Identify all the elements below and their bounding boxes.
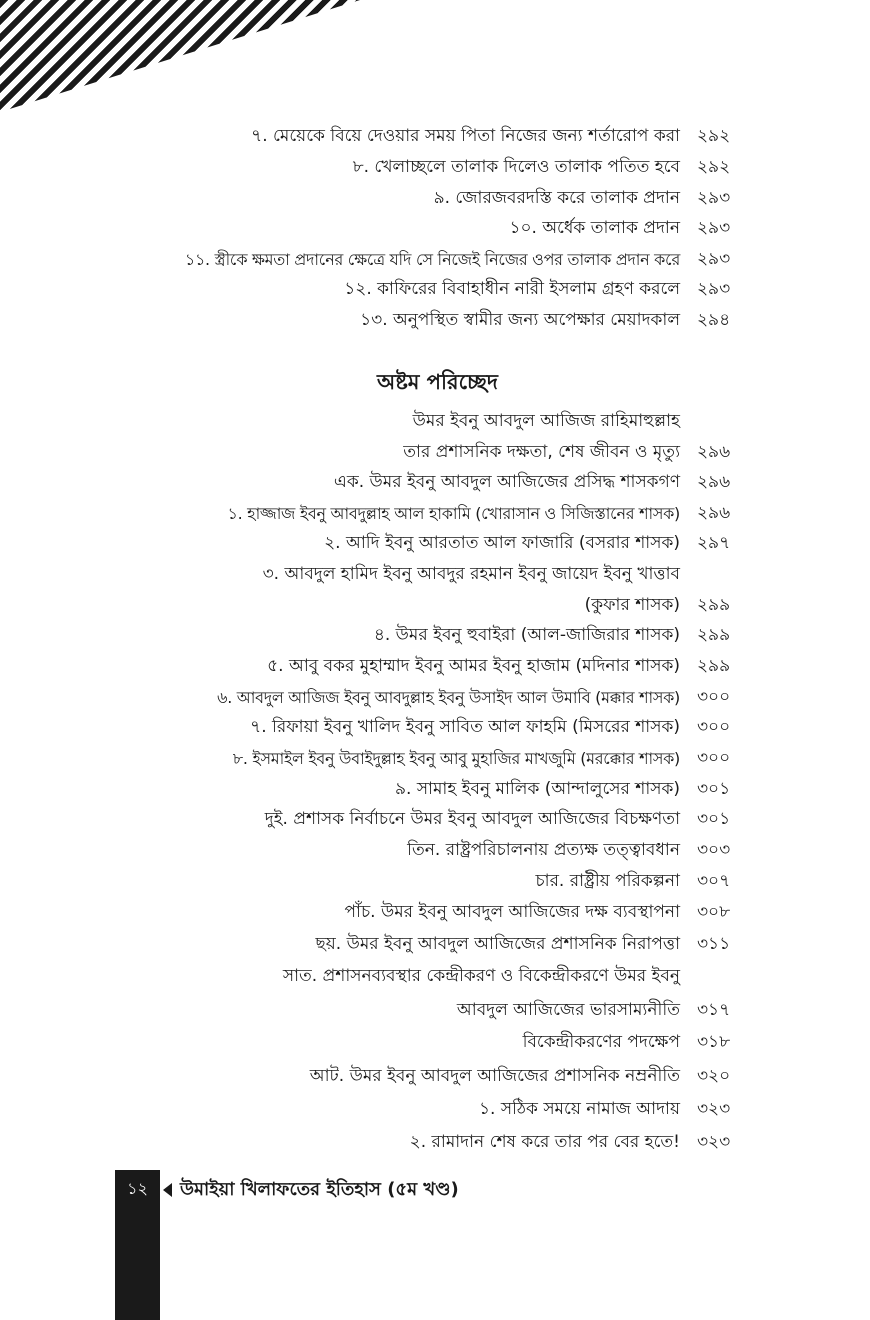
toc-page-number: ৩১৭ [697,1000,731,1020]
toc-entry[interactable]: ১১. স্ত্রীকে ক্ষমতা প্রদানের ক্ষেত্রে যদি সে নিজেই নিজের ওপর তালাক প্রদান করে [184,249,680,269]
toc-entry[interactable]: উমর ইবনু আবদুল আজিজ রাহিমাহুল্লাহ [412,411,680,431]
toc-entry[interactable]: ১২. কাফিরের বিবাহাধীন নারী ইসলাম গ্রহণ করলে [344,279,680,299]
toc-entry[interactable]: ২. আদি ইবনু আরতাত আল ফাজারি (বসরার শাসক) [324,533,680,553]
toc-page-number: ২৯৬ [697,503,731,523]
toc-page-number: ২৯৩ [697,188,731,208]
toc-entry[interactable]: চার. রাষ্ট্রীয় পরিকল্পনা [535,871,680,891]
toc-entry[interactable]: ৮. ইসমাইল ইবনু উবাইদুল্লাহ ইবনু আবু মুহাজির মাখজুমি (মরক্কোর শাসক) [232,748,680,768]
toc-entry[interactable]: এক. উমর ইবনু আবদুল আজিজের প্রসিদ্ধ শাসকগণ [333,472,680,492]
toc-entry[interactable]: ৬. আবদুল আজিজ ইবনু আবদুল্লাহ ইবনু উসাইদ আল উমাবি (মক্কার শাসক) [217,687,680,707]
toc-page-number: ২৯৯ [697,656,731,676]
toc-page-number: ৩০০ [697,717,731,737]
toc-page-number: ৩০১ [697,809,731,829]
toc-entry[interactable]: ৭. মেয়েকে বিয়ে দেওয়ার সময় পিতা নিজের জন্য শর্তারোপ করা [251,126,680,146]
toc-page-number: ২৯৩ [697,218,731,238]
toc-entry[interactable]: ৮. খেলাচ্ছলে তালাক দিলেও তালাক পতিত হবে [352,157,680,177]
book-title: উমাইয়া খিলাফতের ইতিহাস (৫ম খণ্ড) [180,1178,459,1200]
toc-entry[interactable]: পাঁচ. উমর ইবনু আবদুল আজিজের দক্ষ ব্যবস্থাপনা [344,902,680,922]
toc-page-number: ২৯৪ [697,310,731,330]
toc-page-number: ২৯৯ [697,625,731,645]
toc-page-number: ৩০০ [697,687,731,707]
toc-page-number: ৩২৩ [697,1132,731,1152]
toc-entry[interactable]: ছয়. উমর ইবনু আবদুল আজিজের প্রশাসনিক নিরাপত্তা [315,934,680,954]
toc-page-number: ২৯৯ [697,595,731,615]
toc-entry[interactable]: ১. সঠিক সময়ে নামাজ আদায় [479,1099,680,1119]
toc-entry[interactable]: ১৩. অনুপস্থিত স্বামীর জন্য অপেক্ষার মেয়াদকাল [360,310,680,330]
footer-page-number: ১২ [127,1178,148,1198]
toc-entry[interactable]: ৩. আবদুল হামিদ ইবনু আবদুর রহমান ইবনু জায়েদ ইবনু খাত্তাব [262,564,680,584]
toc-entry[interactable]: ১. হাজ্জাজ ইবনু আবদুল্লাহ আল হাকামি (খোরাসান ও সিজিস্তানের শাসক) [227,503,680,523]
toc-page-number: ৩০০ [697,748,731,768]
toc-page-number: ২৯২ [697,126,731,146]
toc-entry[interactable]: ৭. রিফায়া ইবনু খালিদ ইবনু সাবিত আল ফাহমি (মিসরের শাসক) [250,717,680,737]
toc-entry[interactable]: আট. উমর ইবনু আবদুল আজিজের প্রশাসনিক নম্রনীতি [309,1066,680,1086]
toc-entry[interactable]: ১০. অর্ধেক তালাক প্রদান [509,218,680,238]
toc-page-number: ৩১১ [697,934,731,954]
toc-page-number: ২৯৬ [697,442,731,462]
toc-entry[interactable]: ৫. আবু বকর মুহাম্মাদ ইবনু আমর ইবনু হাজাম (মদিনার শাসক) [267,656,680,676]
toc-page-number: ৩২৩ [697,1099,731,1119]
toc-page-number: ৩০৮ [697,902,731,922]
toc-entry[interactable]: তিন. রাষ্ট্রপরিচালনায় প্রত্যক্ষ তত্ত্বাবধান [407,840,680,860]
toc-page-number: ২৯৬ [697,472,731,492]
toc-page-number: ৩০১ [697,779,731,799]
toc-entry[interactable]: ৯. সামাহ ইবনু মালিক (আন্দালুসের শাসক) [394,779,680,799]
triangle-left-icon [163,1183,172,1197]
toc-entry[interactable]: ৯. জোরজবরদস্তি করে তালাক প্রদান [433,188,680,208]
toc-page-number: ২৯৩ [697,249,731,269]
toc-page-number: ২৯৩ [697,279,731,299]
toc-entry[interactable]: বিকেন্দ্রীকরণের পদক্ষেপ [522,1032,680,1052]
toc-entry[interactable]: ৪. উমর ইবনু হুবাইরা (আল-জাজিরার শাসক) [373,625,680,645]
toc-page-number: ৩০৩ [697,840,731,860]
toc-entry[interactable]: ২. রামাদান শেষ করে তার পর বের হতে! [409,1132,680,1152]
toc-entry[interactable]: সাত. প্রশাসনব্যবস্থার কেন্দ্রীকরণ ও বিকেন্দ্রীকরণে উমর ইবনু [282,966,680,986]
toc-page-number: ২৯২ [697,157,731,177]
toc-page-number: ২৯৭ [697,533,731,553]
toc-entry[interactable]: দুই. প্রশাসক নির্বাচনে উমর ইবনু আবদুল আজিজের বিচক্ষণতা [264,809,680,829]
toc-page-number: ৩০৭ [697,871,731,891]
toc-entry[interactable]: তার প্রশাসনিক দক্ষতা, শেষ জীবন ও মৃত্যু [403,442,680,462]
toc-entry[interactable]: আবদুল আজিজের ভারসাম্যনীতি [456,1000,680,1020]
toc-page-number: ৩১৮ [697,1032,731,1052]
toc-page-number: ৩২০ [697,1066,731,1086]
chapter-heading: অষ্টম পরিচ্ছেদ [377,369,498,394]
toc-entry[interactable]: (কুফার শাসক) [584,595,680,615]
